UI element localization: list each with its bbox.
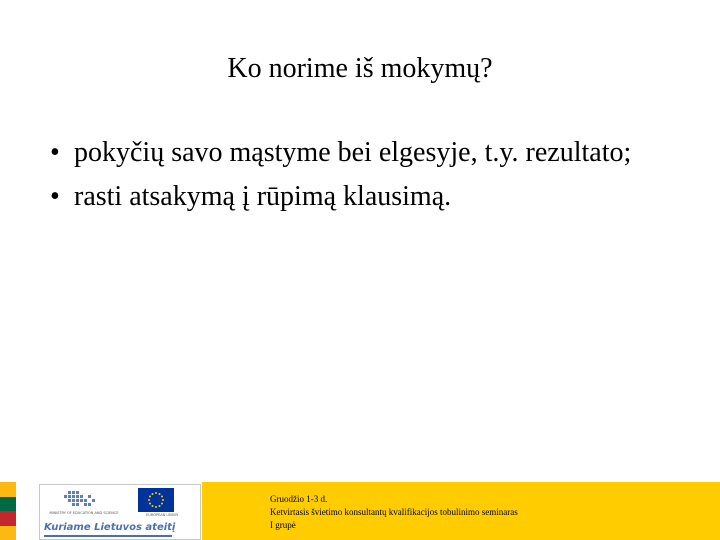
slogan-underline	[44, 535, 172, 537]
flag-stripes	[0, 482, 16, 540]
slogan: Kuriame Lietuvos ateitį	[44, 522, 176, 533]
slide-title: Ko norime iš mokymų?	[227, 53, 493, 84]
footer-seminar: Ketvirtasis švietimo konsultantų kvalifikacijos tobulinimo seminaras	[270, 507, 518, 517]
bullet-item	[50, 180, 670, 214]
ministry-logo-text: MINISTRY OF EDUCATION AND SCIENCE	[49, 511, 119, 515]
bullet-marker: •	[50, 181, 60, 212]
stripe-yellow	[0, 482, 16, 497]
bullet-list	[50, 136, 670, 224]
stripe-green	[0, 497, 16, 512]
eu-logo-text: EUROPEAN UNION	[146, 513, 178, 517]
bullet-item	[50, 136, 670, 170]
footer-date: Gruodžio 1-3 d.	[270, 494, 328, 504]
bullet-marker: •	[50, 137, 60, 168]
footer	[0, 482, 720, 540]
info-panel	[202, 482, 720, 540]
bullet-text: rasti atsakymą į rūpimą klausimą.	[74, 181, 452, 212]
stripe-red	[0, 511, 16, 526]
logo-panel	[16, 482, 202, 540]
eu-flag-icon	[138, 488, 174, 512]
stripe-yellow	[0, 526, 16, 540]
ministry-logo-icon	[60, 489, 108, 511]
bullet-text: pokyčių savo mąstyme bei elgesyje, t.y. rezultato;	[74, 137, 632, 168]
sponsor-logo	[39, 484, 201, 540]
footer-group: I grupė	[270, 520, 296, 530]
